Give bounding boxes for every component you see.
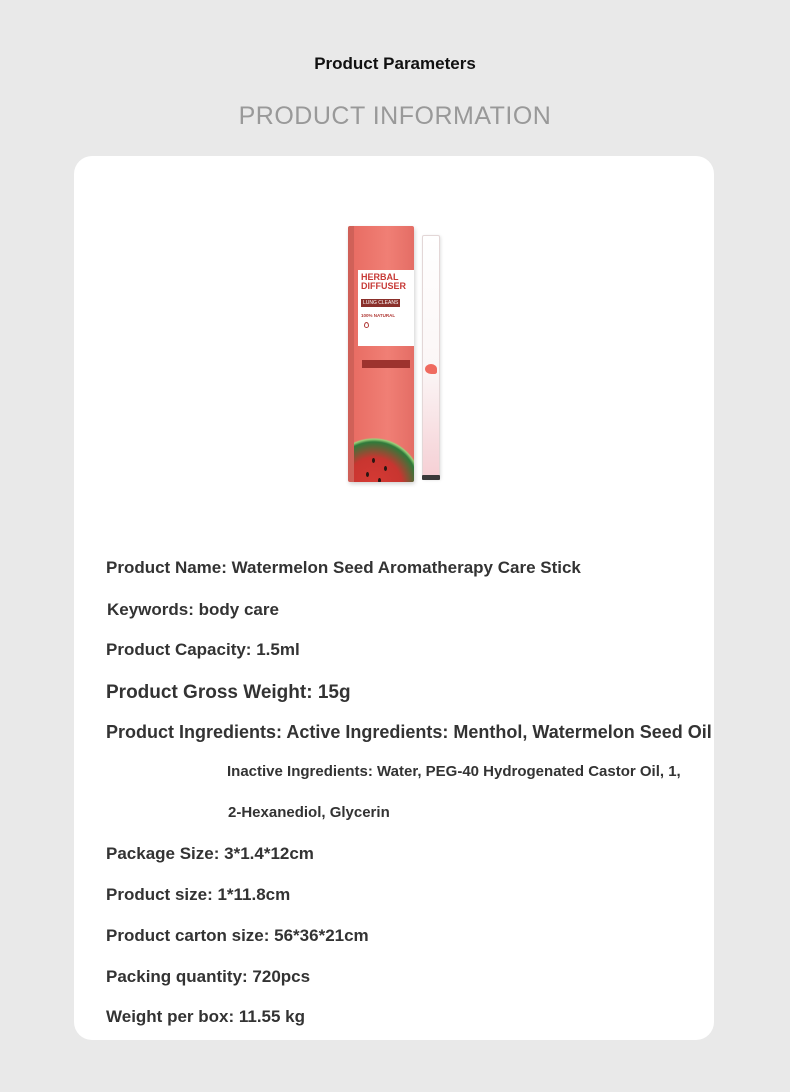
spec-capacity: Product Capacity: 1.5ml — [106, 640, 300, 659]
spec-package-size: Package Size: 3*1.4*12cm — [106, 844, 314, 863]
spec-carton-size: Product carton size: 56*36*21cm — [106, 926, 369, 945]
box-label — [358, 270, 414, 346]
spec-inactive-ingredients-1: Inactive Ingredients: Water, PEG-40 Hydrogenated Castor Oil, 1, — [227, 763, 681, 780]
spec-weight-per-box: Weight per box: 11.55 kg — [106, 1007, 306, 1026]
spec-keywords: Keywords: body care — [107, 600, 279, 619]
product-info-card — [74, 156, 714, 1040]
product-image — [346, 222, 446, 484]
brand-line-2: DIFFUSER — [361, 281, 406, 291]
watermelon-icon — [354, 432, 414, 482]
spec-ingredients: Product Ingredients: Active Ingredients: Menthol, Watermelon Seed Oil — [106, 722, 712, 742]
product-box — [348, 226, 414, 482]
aromatherapy-stick — [422, 235, 440, 479]
drop-icon — [364, 322, 369, 328]
box-net-band — [362, 360, 410, 368]
spec-product-size: Product size: 1*11.8cm — [106, 885, 291, 904]
brand-tag: LUNG CLEANS — [363, 300, 399, 306]
watermelon-mark-icon — [425, 364, 437, 374]
section-title: Product Parameters — [314, 54, 476, 73]
spec-gross-weight: Product Gross Weight: 15g — [106, 682, 351, 703]
section-subtitle: PRODUCT INFORMATION — [238, 102, 552, 130]
brand-line-1: HERBAL — [361, 272, 399, 282]
spec-packing-quantity: Packing quantity: 720pcs — [106, 967, 311, 986]
spec-product-name: Product Name: Watermelon Seed Aromatherapy Care Stick — [106, 558, 581, 577]
natural-text: 100% NATURAL — [361, 313, 396, 318]
spec-inactive-ingredients-2: 2-Hexanediol, Glycerin — [228, 804, 390, 821]
stick-cap — [422, 475, 440, 480]
